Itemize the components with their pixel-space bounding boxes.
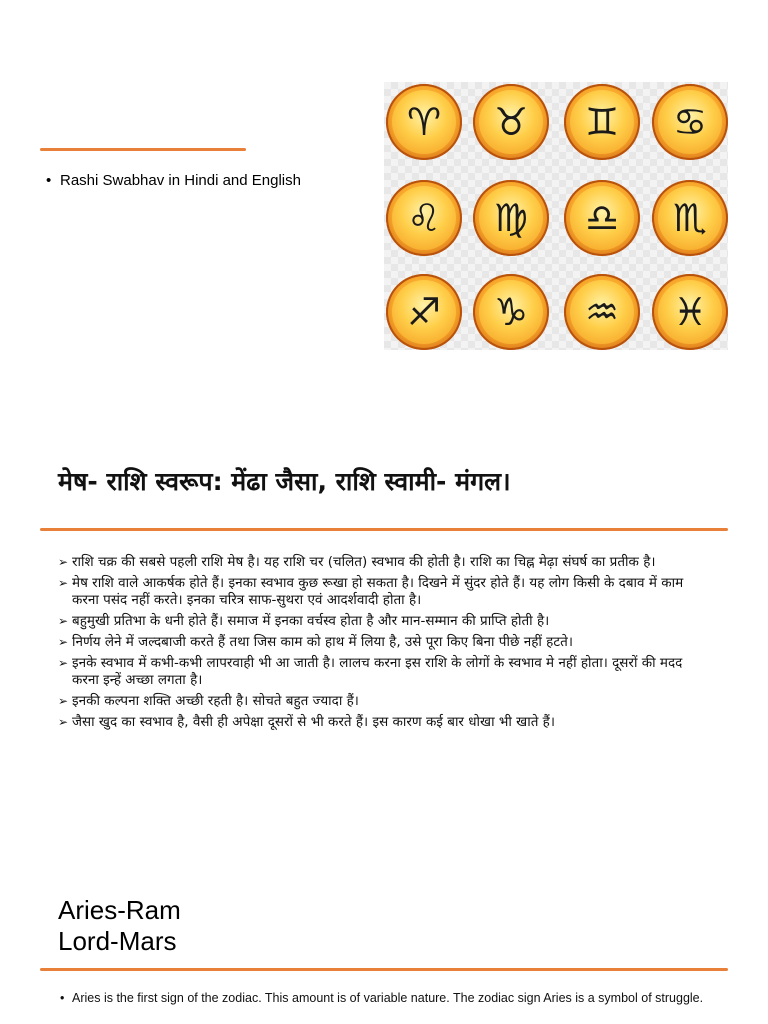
slide3-title: [58, 895, 181, 957]
slide3-title-line1: Aries-Ram: [58, 895, 181, 925]
leo-icon: ♌: [386, 180, 462, 256]
taurus-icon: ♉: [473, 84, 549, 160]
pisces-icon: ♓: [652, 274, 728, 350]
slide3-title-line2: Lord-Mars: [58, 926, 177, 956]
slide2-accent-line: [40, 528, 728, 531]
aquarius-icon: ♒: [564, 274, 640, 350]
list-item: ➢ निर्णय लेने में जल्दबाजी करते हैं तथा जिस काम को हाथ में लिया है, उसे पूरा किए बिना पीछे नहीं हटते।: [60, 634, 710, 651]
sagittarius-icon: ♐: [386, 274, 462, 350]
list-item: ➢ बहुमुखी प्रतिभा के धनी होते हैं। समाज में इनका वर्चस्व होता है और मान-सम्मान की प्राप्ति होती है।: [60, 613, 710, 630]
zodiac-image-grid: [384, 82, 728, 350]
aries-icon: ♈: [386, 84, 462, 160]
libra-icon: ♎: [564, 180, 640, 256]
list-item: ➢ इनकी कल्पना शक्ति अच्छी रहती है। सोचते बहुत ज्यादा हैं।: [60, 693, 710, 710]
scorpio-icon: ♏: [652, 180, 728, 256]
capricorn-icon: ♑: [473, 274, 549, 350]
slide2-title: मेष- राशि स्वरूप: मेंढा जैसा, राशि स्वामी- मंगल।: [58, 467, 511, 496]
slide1-accent-line: [40, 148, 246, 151]
slide2-list: [60, 554, 710, 735]
list-item: ➢ राशि चक्र की सबसे पहली राशि मेष है। यह राशि चर (चलित) स्वभाव की होती है। राशि का चिह्न मेढ़ा संघर्ष का प्रतीक है।: [60, 554, 710, 571]
cancer-icon: ♋: [652, 84, 728, 160]
slide1-bullet: • Rashi Swabhav in Hindi and English: [60, 172, 301, 190]
slide3-bullet: • Aries is the first sign of the zodiac. This amount is of variable nature. The zodiac sign Aries is a symbol of struggle.: [72, 990, 712, 1006]
virgo-icon: ♍: [473, 180, 549, 256]
list-item: ➢ इनके स्वभाव में कभी-कभी लापरवाही भी आ जाती है। लालच करना इस राशि के लोगों के स्वभाव मे नहीं होता। दूसरों की मदद करना इन्हें अच्छा लगता है।: [60, 655, 710, 689]
list-item: ➢ मेष राशि वाले आकर्षक होते हैं। इनका स्वभाव कुछ रूखा हो सकता है। दिखने में सुंदर होते हैं। यह लोग किसी के दबाव में काम करना पसंद नहीं करते। इनका चरित्र साफ-सुथरा एवं आदर्शवादी होता है।: [60, 575, 710, 609]
slide3-accent-line: [40, 968, 728, 971]
list-item: ➢ जैसा खुद का स्वभाव है, वैसी ही अपेक्षा दूसरों से भी करते हैं। इस कारण कई बार धोखा भी खाते हैं।: [60, 714, 710, 731]
gemini-icon: ♊: [564, 84, 640, 160]
